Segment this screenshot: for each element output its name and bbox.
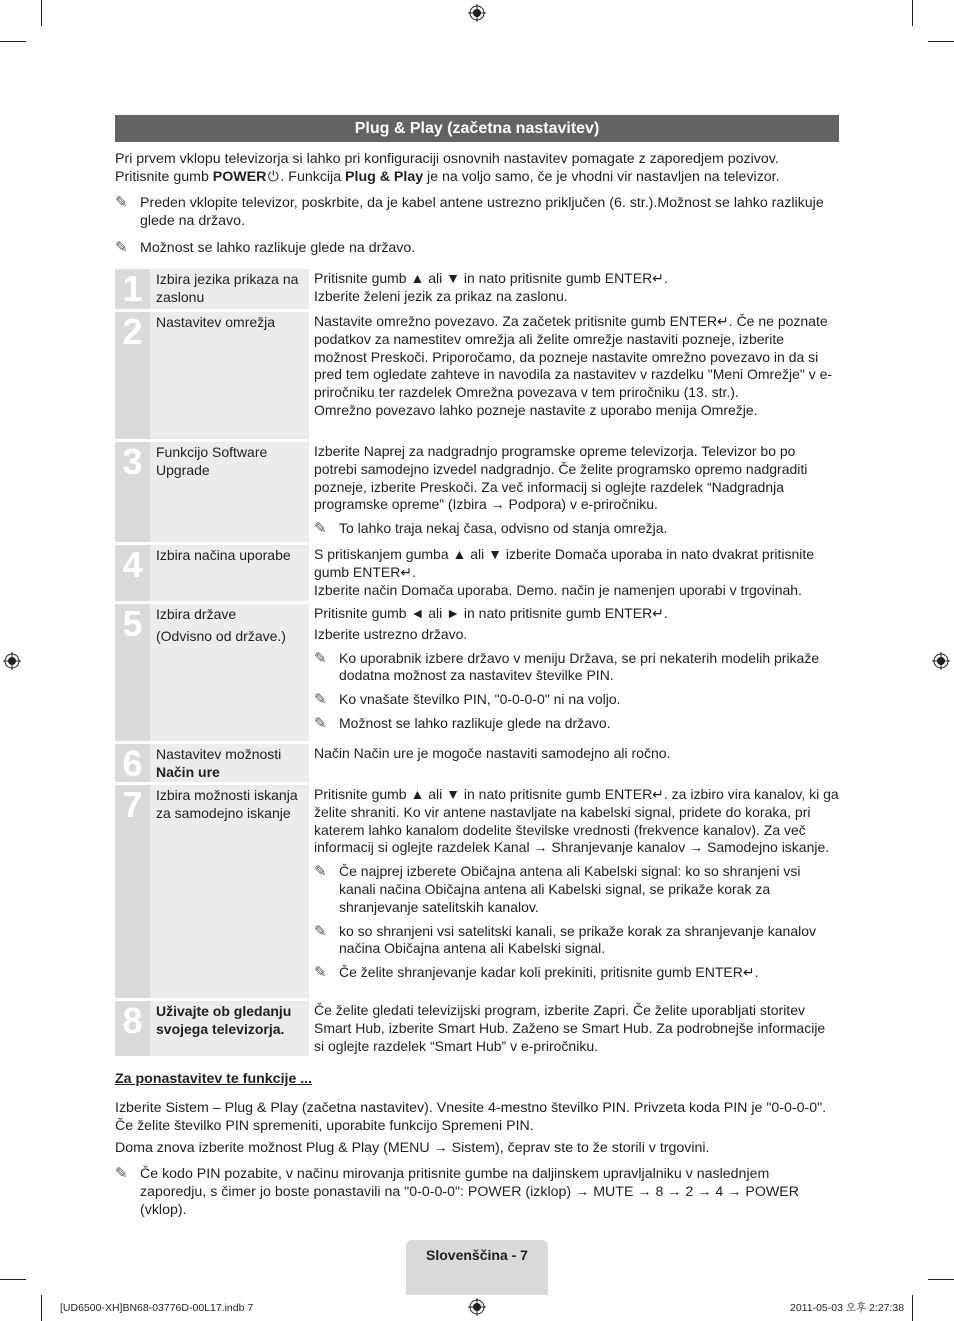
note: ✎ Če kodo PIN pozabite, v načinu mirovanja pritisnite gumbe na daljinskem upravljalniku v naslednjem zaporedju, s čimer jo boste ponastavili na "0-0-0-0": POWER (izklop) → MUTE → 8 → 2 → 4 → POWER (vklop). [115, 1165, 799, 1218]
step-row [115, 1001, 839, 1056]
step-number: 3 [115, 442, 150, 542]
print-date: 2011-05-03 오후 2:27:38 [790, 1302, 905, 1314]
reset-heading: Za ponastavitev te funkcije ... [115, 1071, 313, 1087]
crop-mark [928, 41, 954, 42]
crop-mark [912, 1295, 913, 1321]
step-number: 2 [115, 312, 150, 439]
crop-mark [0, 1279, 26, 1280]
pencil-note-icon: ✎ [314, 714, 327, 732]
reset-paragraph: Doma znova izberite možnost Plug & Play (MENU → Sistem), čeprav ste to že storili v trgovini. [115, 1140, 710, 1156]
pencil-note-icon: ✎ [314, 649, 327, 667]
pencil-note-icon: ✎ [115, 239, 128, 256]
pencil-note-icon: ✎ [314, 922, 327, 940]
step-label: Nastavitev možnosti Način ure [150, 744, 309, 782]
pencil-note-icon: ✎ [314, 520, 327, 538]
step-row [115, 312, 839, 439]
pencil-note-icon: ✎ [314, 863, 327, 881]
note-text: Preden vklopite televizor, poskrbite, da je kabel antene ustrezno priključen (6. str.).Možnost se lahko razlikuje glede na državo. [140, 195, 824, 229]
step-description: Način Način ure je mogoče nastaviti samodejno ali ročno. [314, 745, 671, 761]
note [115, 194, 839, 230]
crop-mark [41, 1295, 42, 1321]
step-row [115, 442, 839, 542]
step-description: S pritiskanjem gumba ▲ ali ▼ izberite Domača uporaba in nato dvakrat pritisnite gumb ENTER↵. Izberite način Domača uporaba. Demo. način je namenjen uporabi v trgovinah. [314, 546, 815, 598]
step-description: Pritisnite gumb ◄ ali ► in nato pritisnite gumb ENTER↵. Izberite ustrezno državo. ✎ Ko uporabnik izbere državo v meniju Država, se pri nekaterih modelih prikaže dodatna možnost za nastavitev številke PIN. ✎ Ko vnašate številko PIN, "0-0-0-0" ni na voljo. ✎ Možnost se lahko razlikuje glede na državo. [314, 605, 820, 732]
registration-mark-icon [468, 4, 486, 22]
step-number: 4 [115, 545, 150, 601]
crop-mark [912, 0, 913, 26]
crop-mark [0, 41, 26, 42]
note-text: Možnost se lahko razlikuje glede na državo. [140, 240, 416, 256]
registration-mark-icon [3, 652, 21, 670]
step-label: Nastavitev omrežja [150, 312, 309, 439]
pencil-note-icon: ✎ [115, 194, 128, 211]
file-info: [UD6500-XH]BN68-03776D-00L17.indb 7 [60, 1302, 254, 1314]
pencil-note-icon: ✎ [314, 691, 327, 709]
pencil-note-icon: ✎ [314, 964, 327, 982]
crop-mark [41, 0, 42, 26]
section-title: Plug & Play (začetna nastavitev) [115, 115, 839, 142]
power-label: POWER [212, 169, 267, 185]
step-row [115, 545, 839, 601]
step-row [115, 744, 839, 782]
step-label: Funkcijo Software Upgrade [150, 442, 309, 542]
power-icon: ⏻ [267, 169, 279, 185]
reset-paragraph: Izberite Sistem – Plug & Play (začetna nastavitev). Vnesite 4-mestno številko PIN. Privzeta koda PIN je "0-0-0-0". Če želite številko PIN spremeniti, uporabite funkcijo Spremeni PIN. [115, 1100, 827, 1134]
step-number: 7 [115, 785, 150, 998]
step-description: Izberite Naprej za nadgradnjo programske opreme televizorja. Televizor bo po potrebi samodejno izvedel nadgradnjo. Če želite programsko opremo nadgraditi pozneje, izberite Preskoči. Za več informacij si oglejte razdelek “Nadgradnja programske opreme” (Izbira → Podpora) v e-priročniku. ✎ To lahko traja nekaj časa, odvisno od stanja omrežja. [314, 443, 808, 538]
intro-line: Pritisnite gumb POWER⏻. Funkcija Plug & Play je na voljo samo, če je vhodni vir nastavljen na televizor. [115, 169, 780, 185]
step-number: 1 [115, 269, 150, 309]
pencil-note-icon: ✎ [115, 1165, 128, 1182]
step-number: 6 [115, 744, 150, 782]
step-description: Pritisnite gumb ▲ ali ▼ in nato pritisnite gumb ENTER↵. za izbiro vira kanalov, ki ga želite shraniti. Ko vir antene nastavljate na kabelski signal, pridete do koraka, pri katerem lahko kanalom dodelite številske vrednosti (frekvence kanalov). Za več informacij si oglejte razdelek Kanal → Shranjevanje kanalov → Samodejno iskanje. ✎ Če najprej izberete Običajna antena ali Kabelski signal: ko so shranjeni vsi kanali načina Običajna antena ali Kabelski signal, se prikaže korak za shranjevanje satelitskih kanalov. ✎ ko so shranjeni vsi satelitski kanali, se prikaže korak za shranjevanje kanalov načina Običajna antena ali Kabelski signal. ✎ Če želite shranjevanje kadar koli prekiniti, pritisnite gumb ENTER↵. [314, 786, 839, 982]
step-label: Izbira možnosti iskanja za samodejno iskanje [150, 785, 309, 998]
step-description: Nastavite omrežno povezavo. Za začetek pritisnite gumb ENTER↵. Če ne poznate podatkov za namestitev omrežja ali želite omrežje nastaviti pozneje, izberite možnost Preskoči. Priporočamo, da pozneje nastavite omrežno povezavo in da si pred tem ogledate zahteve in navodila za nastavitev v razdelku "Meni Omrežje" v e-priročniku ter razdelek Omrežna povezava v tem priročniku (13. str.). Omrežno povezavo lahko pozneje nastavite z uporabo menija Omrežje. [314, 313, 833, 418]
registration-mark-icon [932, 652, 950, 670]
step-number: 8 [115, 1001, 150, 1056]
note [115, 239, 839, 257]
step-label: Izbira načina uporabe [150, 545, 309, 601]
step-description: Pritisnite gumb ▲ ali ▼ in nato pritisnite gumb ENTER↵. Izberite želeni jezik za prikaz na zaslonu. [314, 270, 668, 304]
step-row [115, 785, 839, 998]
intro [115, 150, 839, 186]
step-row [115, 269, 839, 309]
crop-mark [928, 1279, 954, 1280]
intro-line: Pri prvem vklopu televizorja si lahko pri konfiguraciji osnovnih nastavitev pomagate z zaporedjem pozivov. [115, 151, 779, 167]
page-number-tab: Slovenščina - 7 [406, 1240, 548, 1295]
step-number: 5 [115, 604, 150, 741]
step-row [115, 604, 839, 741]
step-label: Uživajte ob gledanju svojega televizorja. [150, 1001, 309, 1056]
step-description: Če želite gledati televizijski program, izberite Zapri. Če želite uporabljati storitev Smart Hub, izberite Smart Hub. Zaženo se Smart Hub. Za podrobnejše informacije si oglejte razdelek “Smart Hub” v e-priročniku. [314, 1002, 826, 1054]
registration-mark-icon [468, 1298, 486, 1316]
step-label: Izbira jezika prikaza na zaslonu [150, 269, 309, 309]
step-label: Izbira države (Odvisno od države.) [150, 604, 309, 741]
